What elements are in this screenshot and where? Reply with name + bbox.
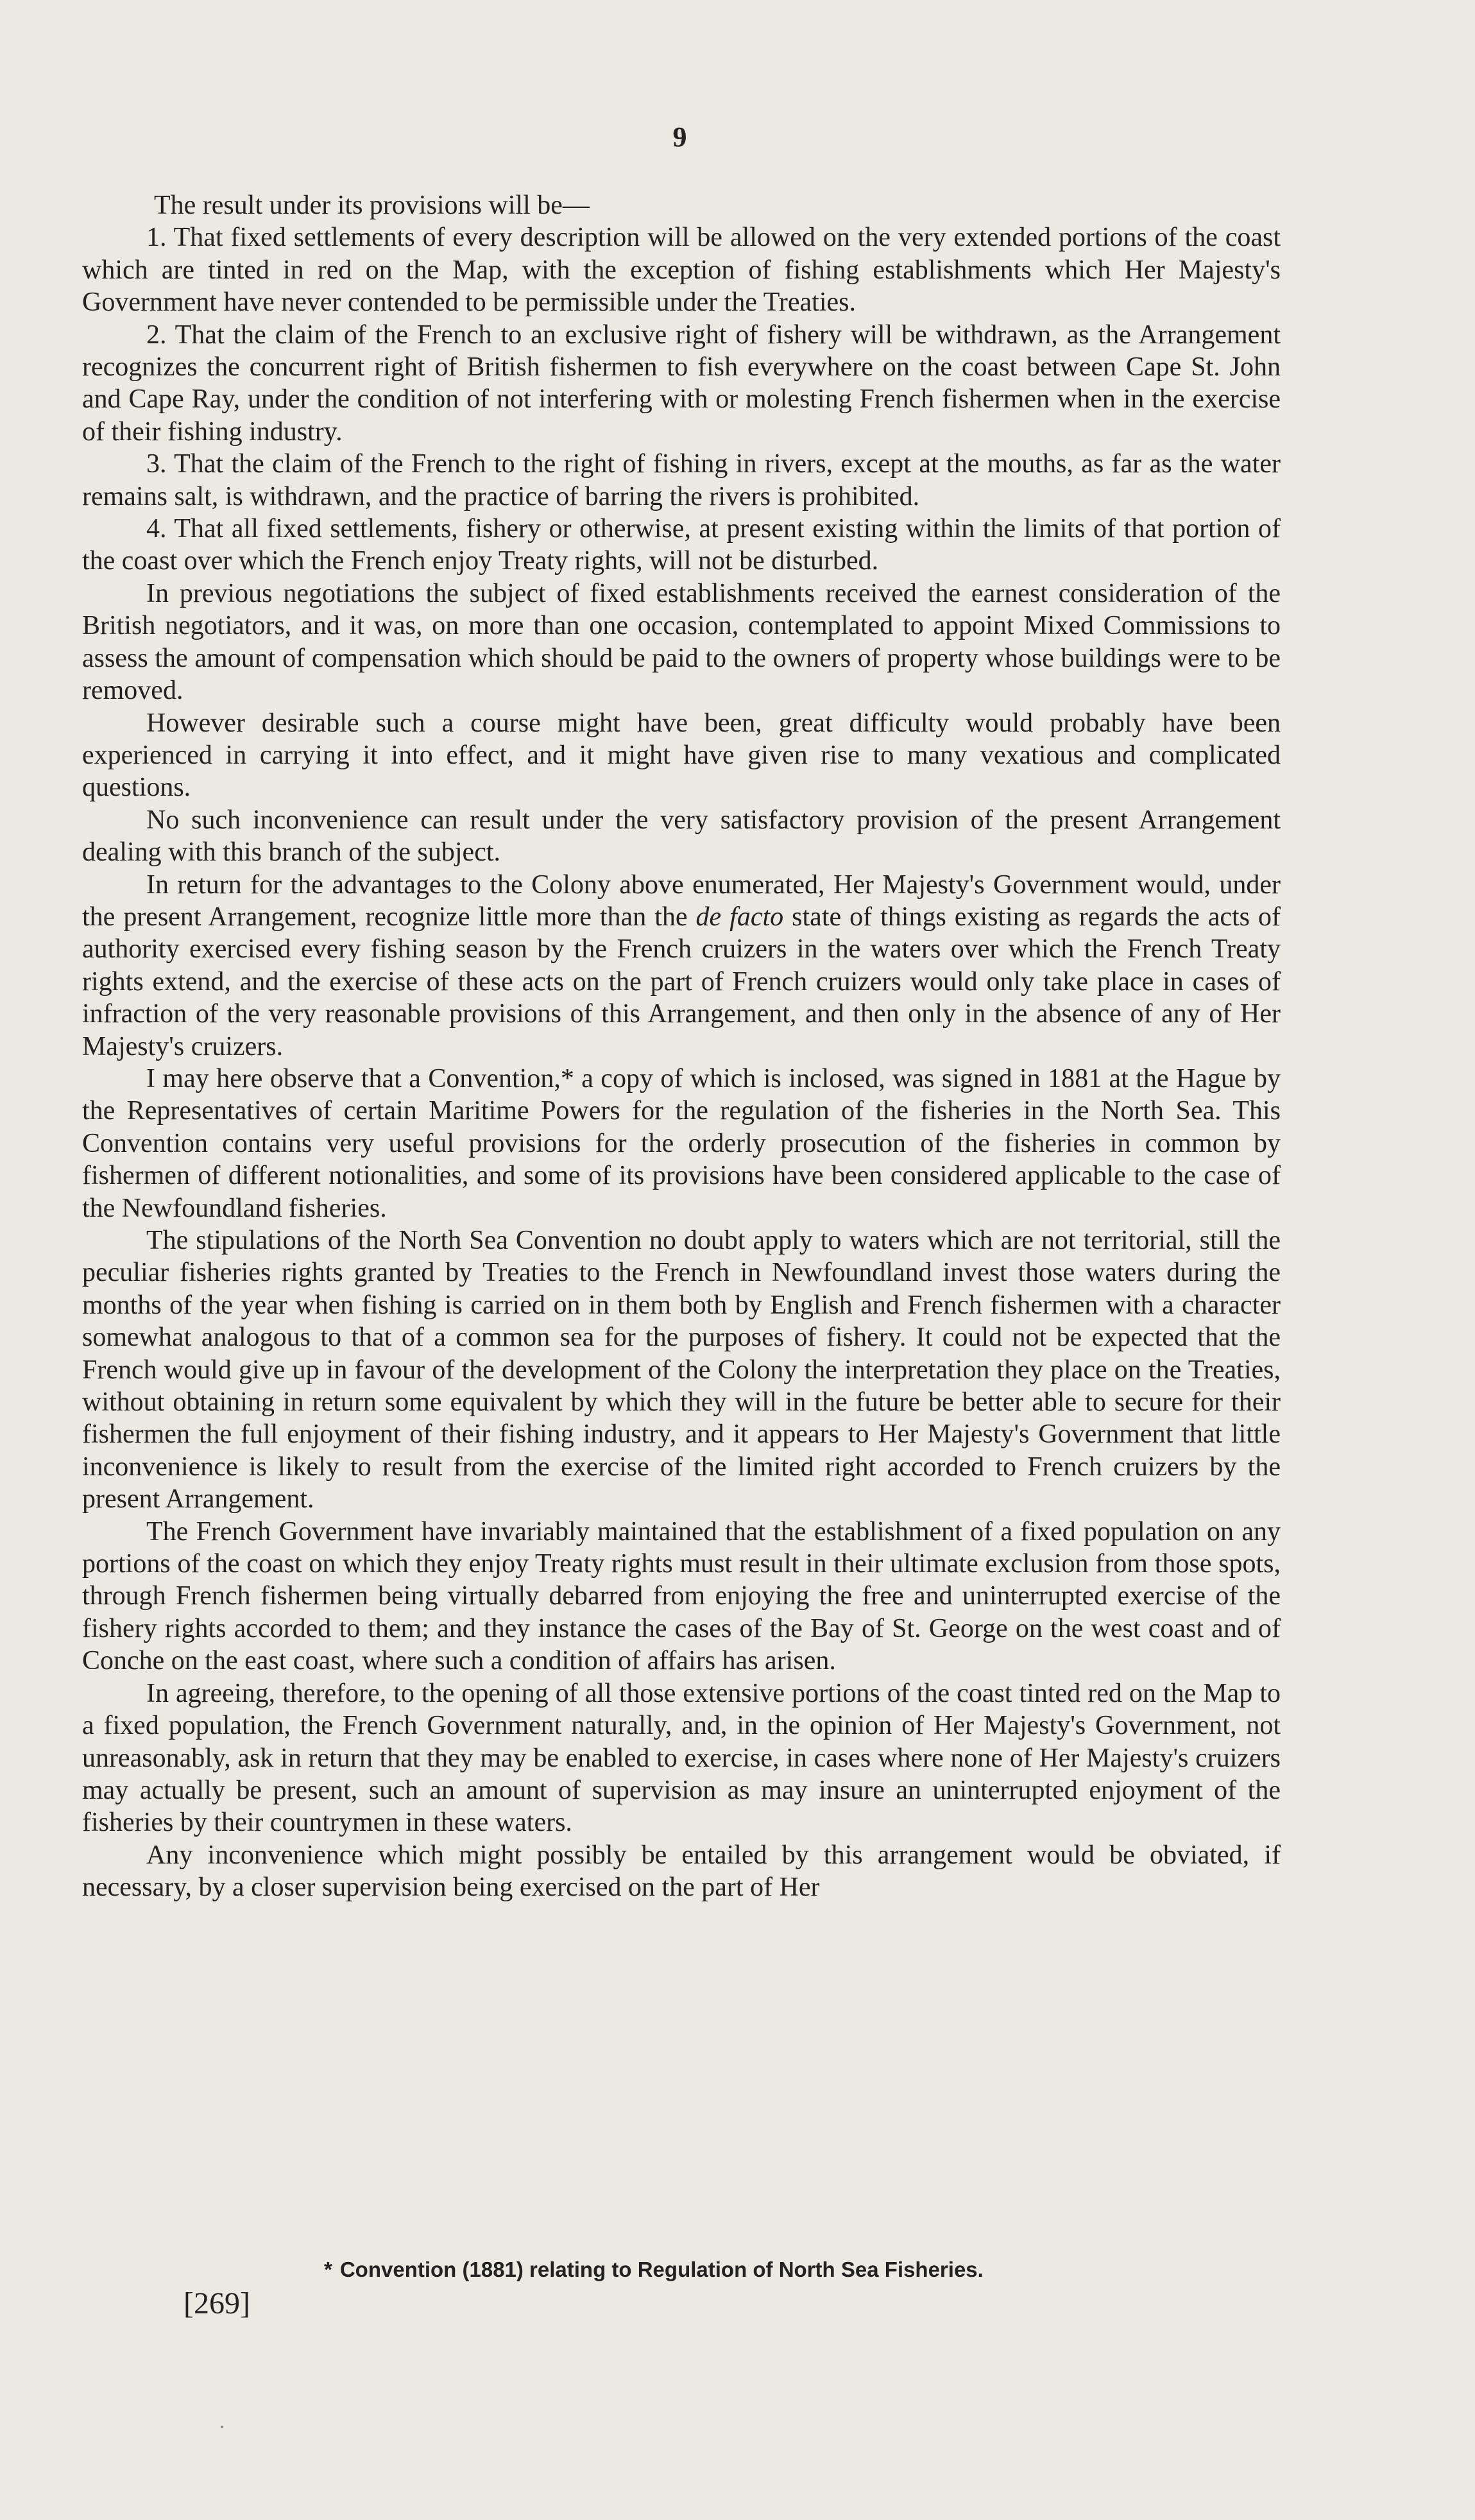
paragraph-item-3: 3. That the claim of the French to the right of fishing in rivers, except at the mouths, as far as the water remains salt, is withdrawn, and the practice of barring the rivers is prohibited. xyxy=(82,449,1281,511)
footnote-marker: * xyxy=(324,2258,332,2281)
body-text xyxy=(82,189,1281,1904)
paragraph-any-inconvenience: Any inconvenience which might possibly be entailed by this arrangement would be obviated, if necessary, by a closer supervision being exercised on the part of Her xyxy=(82,1840,1281,1903)
paragraph-in-return-after: state of things existing as regards the acts of authority exercised every fishing season by the French cruizers in the waters over which the French Treaty rights extend, and the exercise of these acts on the part of French cruizers would only take place in cases of infraction of the very reasonable provisions of this Arrangement, and then only in the absence of any of Her Majesty's cruizers. xyxy=(82,902,1281,1061)
paragraph-item-4: 4. That all fixed settlements, fishery or otherwise, at present existing within the limits of that portion of the coast over which the French enjoy Treaty rights, will not be disturbed. xyxy=(82,514,1281,576)
paragraph-in-return-before: In return for the advantages to the Colony above enumerated, Her Majesty's Government would, under the present Arrangement, recognize little more than the xyxy=(82,870,1281,932)
paragraph-stipulations: The stipulations of the North Sea Convention no doubt apply to waters which are not territorial, still the peculiar fisheries rights granted by Treaties to the French in Newfoundland invest those waters during the months of the year when fishing is carried on in them both by English and French fishermen with a character somewhat analogous to that of a common sea for the purposes of fishery. It could not be expected that the French would give up in favour of the development of the Colony the interpretation they place on the Treaties, without obtaining in return some equivalent by which they will in the future be better able to secure for their fishermen the full enjoyment of their fishing industry, and it appears to Her Majesty's Government that little inconvenience is likely to result from the exercise of the limited right accorded to French cruizers by the present Arrangement. xyxy=(82,1226,1281,1514)
paragraph-in-agreeing: In agreeing, therefore, to the opening of all those extensive portions of the coast tinted red on the Map to a fixed population, the French Government naturally, and, in the opinion of Her Majesty's Government, not unreasonably, ask in return that they may be enabled to exercise, in cases where none of Her Majesty's cruizers may actually be present, such an amount of supervision as may insure an uninterrupted enjoyment of the fisheries by their countrymen in these waters. xyxy=(82,1678,1281,1838)
footnote-text: Convention (1881) relating to Regulation of North Sea Fisheries. xyxy=(339,2258,984,2281)
paragraph-intro: The result under its provisions will be— xyxy=(154,191,590,220)
paragraph-convention: I may here observe that a Convention,* a copy of which is inclosed, was signed in 1881 at the Hague by the Representatives of certain Maritime Powers for the regulation of the fisheries in the North Sea. This Convention contains very useful provisions for the orderly prosecution of the fisheries in common by fishermen of different notionalities, and some of its provisions have been considered applicable to the case of the Newfoundland fisheries. xyxy=(82,1063,1281,1223)
paragraph-however-desirable: However desirable such a course might have been, great difficulty would probably have been experienced in carrying it into effect, and it might have given rise to many vexatious and complicated questions. xyxy=(82,708,1281,803)
paragraph-item-2: 2. That the claim of the French to an exclusive right of fishery will be withdrawn, as the Arrangement recognizes the concurrent right of British fishermen to fish everywhere on the coast between Cape St. John and Cape Ray, under the condition of not interfering with or molesting French fishermen when in the exercise of their fishing industry. xyxy=(82,320,1281,447)
paragraph-item-1: 1. That fixed settlements of every description will be allowed on the very extended portions of the coast which are tinted in red on the Map, with the exception of fishing establishments which Her Majesty's Government have never contended to be permissible under the Treaties. xyxy=(82,223,1281,318)
paragraph-in-return xyxy=(82,869,1281,1063)
paragraph-no-such-inconvenience: No such inconvenience can result under the very satisfactory provision of the present Arrangement dealing with this branch of the subject. xyxy=(82,805,1281,868)
paragraph-previous-negotiations: In previous negotiations the subject of fixed establishments received the earnest consideration of the British negotiators, and it was, on more than one occasion, contemplated to appoint Mixed Commissions to assess the amount of compensation which should be paid to the owners of property whose buildings were to be removed. xyxy=(82,578,1281,706)
page-number: 9 xyxy=(672,121,688,153)
paper-speck xyxy=(221,2426,223,2428)
footnote xyxy=(324,2258,1222,2282)
italic-de-facto: de facto xyxy=(695,902,784,932)
signature-mark: [269] xyxy=(183,2286,250,2320)
paragraph-french-government: The French Government have invariably maintained that the establishment of a fixed population on any portions of the coast on which they enjoy Treaty rights must result in their ultimate exclusion from those spots, through French fishermen being virtually debarred from enjoying the free and uninterrupted exercise of the fishery rights accorded to them; and they instance the cases of the Bay of St. George on the west coast and of Conche on the east coast, where such a condition of affairs has arisen. xyxy=(82,1516,1281,1676)
